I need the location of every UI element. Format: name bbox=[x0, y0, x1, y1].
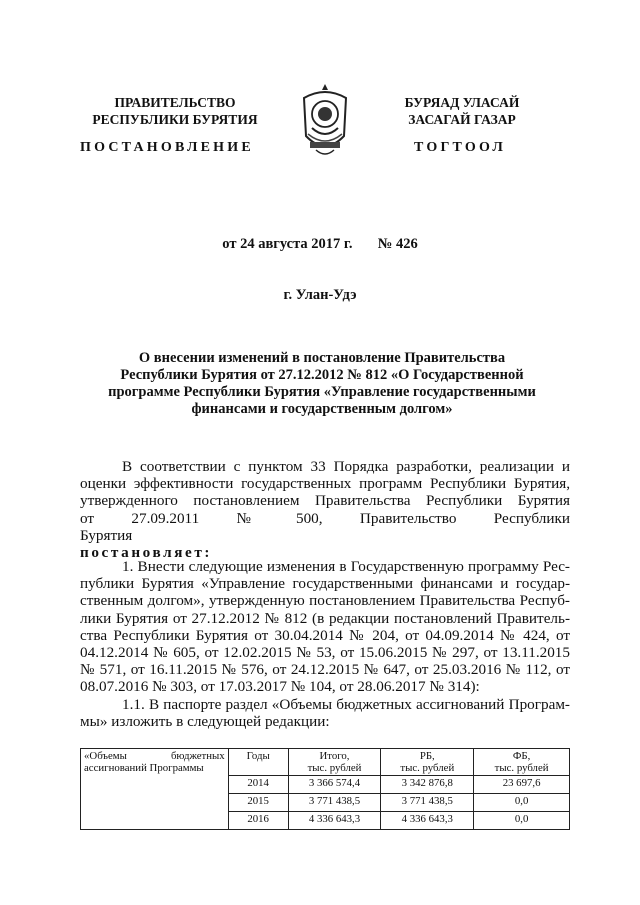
emblem bbox=[298, 84, 352, 169]
preamble-line: оценки эффективности государственных программ Республики Бурятия, bbox=[80, 475, 570, 493]
item-1-1-line: 1.1. В паспорте раздел «Объемы бюджетных ассигнований Програм- bbox=[122, 695, 570, 713]
org-name-ru-line2: РЕСПУБЛИКИ БУРЯТИЯ bbox=[92, 112, 258, 127]
org-name-bua-line2: ЗАСАГАЙ ГАЗАР bbox=[408, 112, 516, 127]
item-1-line: ственным долгом», утвержденную постановлением Правительства Респуб- bbox=[80, 592, 570, 610]
item-1 bbox=[80, 558, 570, 730]
cell-rb: 4 336 643,3 bbox=[381, 812, 474, 830]
republic-emblem-icon bbox=[298, 84, 352, 164]
cell-rb: 3 771 438,5 bbox=[381, 794, 474, 812]
doc-type-ru: ПОСТАНОВЛЕНИЕ bbox=[80, 140, 254, 155]
header-total: Итого, тыс. рублей bbox=[288, 749, 381, 776]
resolve-word: постановляет: bbox=[80, 544, 213, 562]
preamble bbox=[80, 458, 570, 561]
cell-fb: 0,0 bbox=[474, 794, 570, 812]
item-1-line: ства Республики Бурятия от 30.04.2014 № 204, от 04.09.2014 № 424, от bbox=[80, 626, 570, 644]
budget-table-wrap bbox=[80, 748, 570, 830]
header-years: Годы bbox=[228, 749, 288, 776]
item-1-line: публики Бурятия «Управление государственными финансами и государ- bbox=[80, 575, 570, 593]
doc-title-line: О внесении изменений в постановление Правительства bbox=[138, 350, 506, 366]
doc-date: от 24 августа 2017 г. bbox=[222, 236, 353, 252]
item-1-line: 04.12.2014 № 605, от 12.02.2015 № 53, от 15.06.2015 № 297, от 13.11.2015 bbox=[80, 644, 570, 662]
cell-fb: 0,0 bbox=[474, 812, 570, 830]
cell-total: 3 366 574,4 bbox=[288, 776, 381, 794]
cell-year: 2015 bbox=[228, 794, 288, 812]
preamble-line: В соответствии с пунктом 33 Порядка разработки, реализации и bbox=[122, 458, 570, 475]
item-1-line: лики Бурятия от 27.12.2012 № 812 (в редакции постановлений Правитель- bbox=[80, 609, 570, 627]
doc-title-line: Республики Бурятия от 27.12.2012 № 812 «О Государственной bbox=[120, 367, 524, 383]
header-rb: РБ, тыс. рублей bbox=[381, 749, 474, 776]
header-left bbox=[80, 94, 270, 128]
doc-title-line: программе Республики Бурятия «Управление государственными bbox=[108, 384, 536, 400]
preamble-line: от 27.09.2011 № 500, Правительство Республики Бурятия bbox=[80, 509, 570, 544]
doc-title-line: финансами и государственным долгом» bbox=[191, 401, 453, 417]
item-1-line: № 571, от 16.11.2015 № 576, от 24.12.2015 № 647, от 25.03.2016 № 112, от bbox=[80, 661, 570, 679]
cell-year: 2016 bbox=[228, 812, 288, 830]
header-fb: ФБ, тыс. рублей bbox=[474, 749, 570, 776]
cell-fb: 23 697,6 bbox=[474, 776, 570, 794]
table-label-cell: «Объемы бюджетных ассигнований Программы bbox=[81, 749, 229, 830]
cell-total: 4 336 643,3 bbox=[288, 812, 381, 830]
cell-year: 2014 bbox=[228, 776, 288, 794]
budget-table bbox=[80, 748, 570, 830]
doc-number: № 426 bbox=[377, 236, 418, 252]
cell-rb: 3 342 876,8 bbox=[381, 776, 474, 794]
table-header-row bbox=[81, 749, 570, 776]
doc-title bbox=[80, 350, 564, 418]
doc-date-line bbox=[0, 236, 640, 253]
org-name-bua-line1: БУРЯАД УЛАСАЙ bbox=[404, 95, 520, 110]
header-right bbox=[372, 94, 552, 128]
item-1-line: 1. Внести следующие изменения в Государственную программу Рес- bbox=[122, 558, 570, 575]
org-name-ru-line1: ПРАВИТЕЛЬСТВО bbox=[114, 95, 236, 110]
preamble-line: утвержденного постановлением Правительства Республики Бурятия bbox=[80, 492, 570, 510]
cell-total: 3 771 438,5 bbox=[288, 794, 381, 812]
item-1-1-line: мы» изложить в следующей редакции: bbox=[80, 712, 330, 730]
item-1-line: 08.07.2016 № 303, от 17.03.2017 № 104, от 28.06.2017 № 314): bbox=[80, 678, 480, 696]
doc-type-bua: ТОГТООЛ bbox=[414, 140, 507, 155]
doc-city: г. Улан-Удэ bbox=[283, 287, 357, 303]
